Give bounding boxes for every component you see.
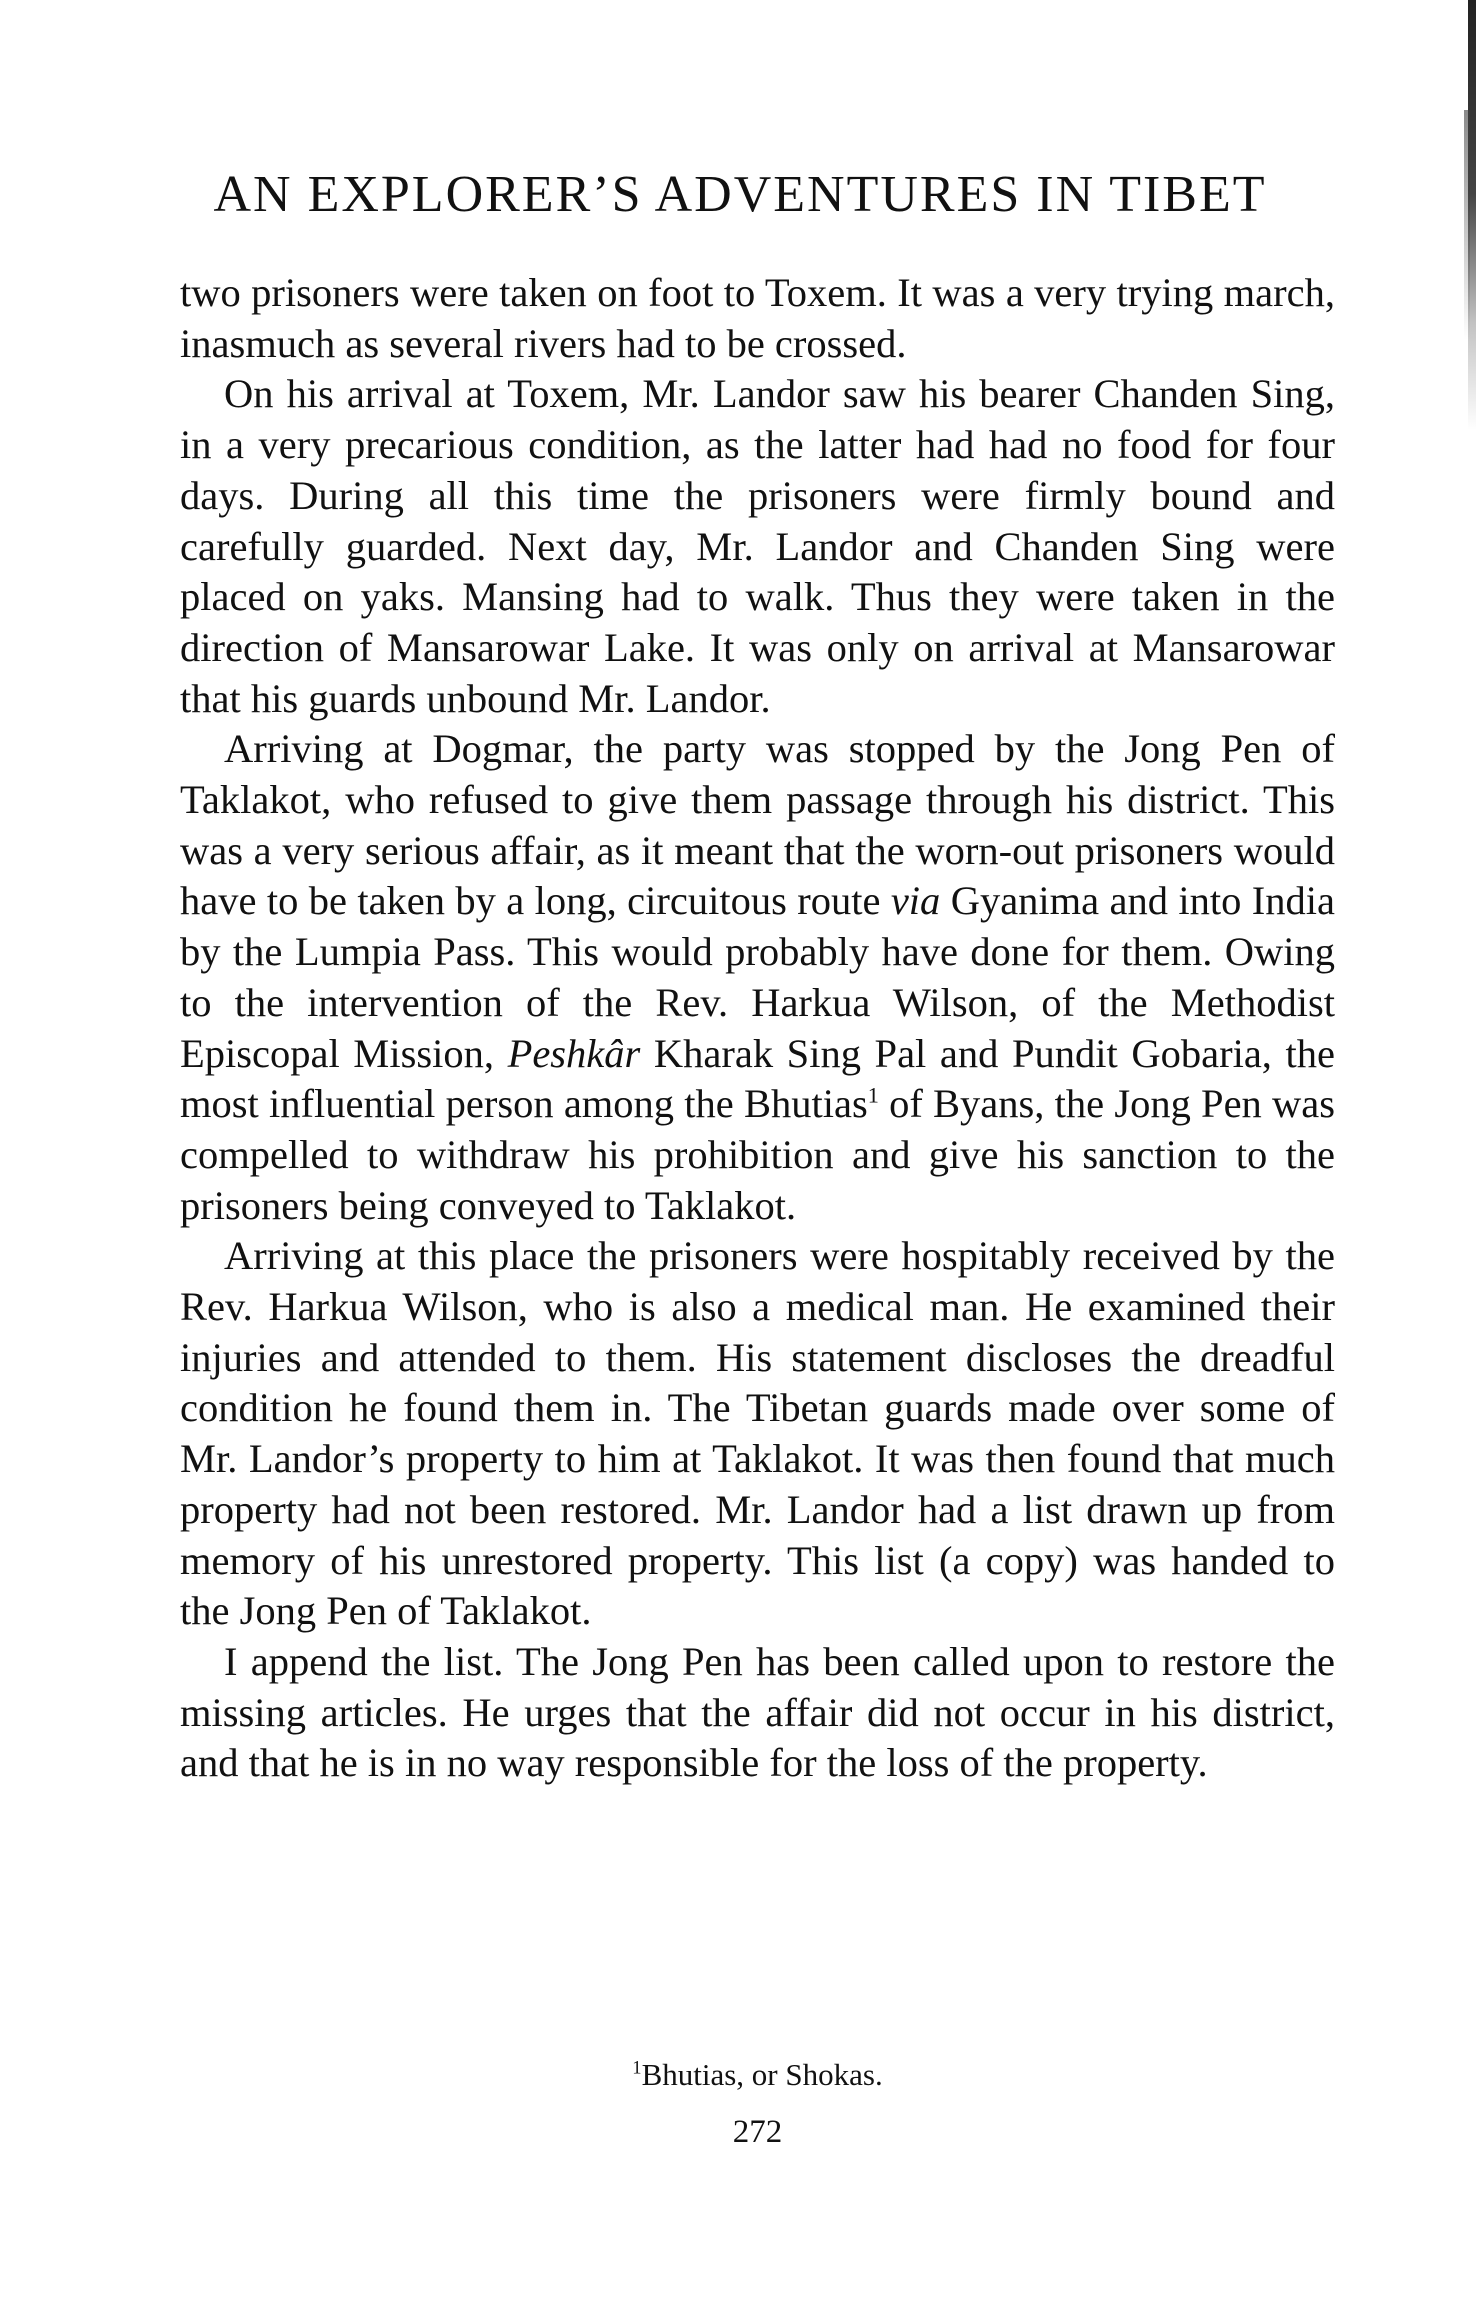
italic-peshkar: Peshkâr <box>507 1030 641 1076</box>
running-head: AN EXPLORER’S ADVENTURES IN TIBET <box>213 166 1267 223</box>
paragraph-2: On his arrival at Toxem, Mr. Landor saw his bearer Chanden Sing, in a very precarious condition, as the latter had had no food for four days. During all this time the prisoners were firmly bound and carefully guarded. Next day, Mr. Landor and Chanden Sing were placed on yaks. Mansing had to walk. Thus they were taken in the direction of Mansarowar Lake. It was only on arrival at Mansarowar that his guards unbound Mr. Landor. <box>180 371 1335 721</box>
body-text <box>180 268 1335 1789</box>
paragraph-3-part-4: of Byans, the Jong Pen was compelled to withdraw his prohibition and give his sanction to the prisoners being conveyed to Taklakot. <box>180 1081 1335 1228</box>
italic-via: via <box>890 878 941 924</box>
paragraph-3-part-3: Kharak Sing Pal and Pundit Gobaria, the most influential person among the Bhutias <box>180 1030 1336 1127</box>
paragraph-3-part-2: Gyanima and into India by the Lumpia Pass. This would probably have done for them. Owing to the intervention of the Rev. Harkua Wilson, of the Methodist Episcopal Mission, <box>180 878 1335 1076</box>
paragraph-1: two prisoners were taken on foot to Toxem. It was a very trying march, inasmuch as several rivers had to be crossed. <box>180 270 1335 366</box>
paragraph-3 <box>180 724 1335 1231</box>
paragraph-5: I append the list. The Jong Pen has been called upon to restore the missing articles. He urges that the affair did not occur in his district, and that he is in no way responsible for the loss of the property. <box>180 1638 1335 1786</box>
footnote <box>180 2055 1335 2095</box>
paragraph-3-part-1: Arriving at Dogmar, the party was stopped by the Jong Pen of Taklakot, who refused to give them passage through his district. This was a very serious affair, as it meant that the worn-out prisoners would have to be taken by a long, circuitous route <box>180 726 1335 924</box>
footnote-text: Bhutias, or Shokas. <box>641 2057 883 2092</box>
paragraph-4: Arriving at this place the prisoners were hospitably received by the Rev. Harkua Wilson, who is also a medical man. He examined their injuries and attended to them. His statement discloses the dreadful condition he found them in. The Tibetan guards made over some of Mr. Landor’s property to him at Taklakot. It was then found that much property had not been restored. Mr. Landor had a list drawn up from memory of his unrestored property. This list (a copy) was handed to the Jong Pen of Taklakot. <box>180 1233 1335 1634</box>
footnote-marker: 1 <box>632 2057 642 2079</box>
scan-edge-shadow-secondary <box>1464 110 1470 340</box>
footnote-reference: 1 <box>867 1082 879 1108</box>
page-number: 272 <box>732 2114 783 2150</box>
